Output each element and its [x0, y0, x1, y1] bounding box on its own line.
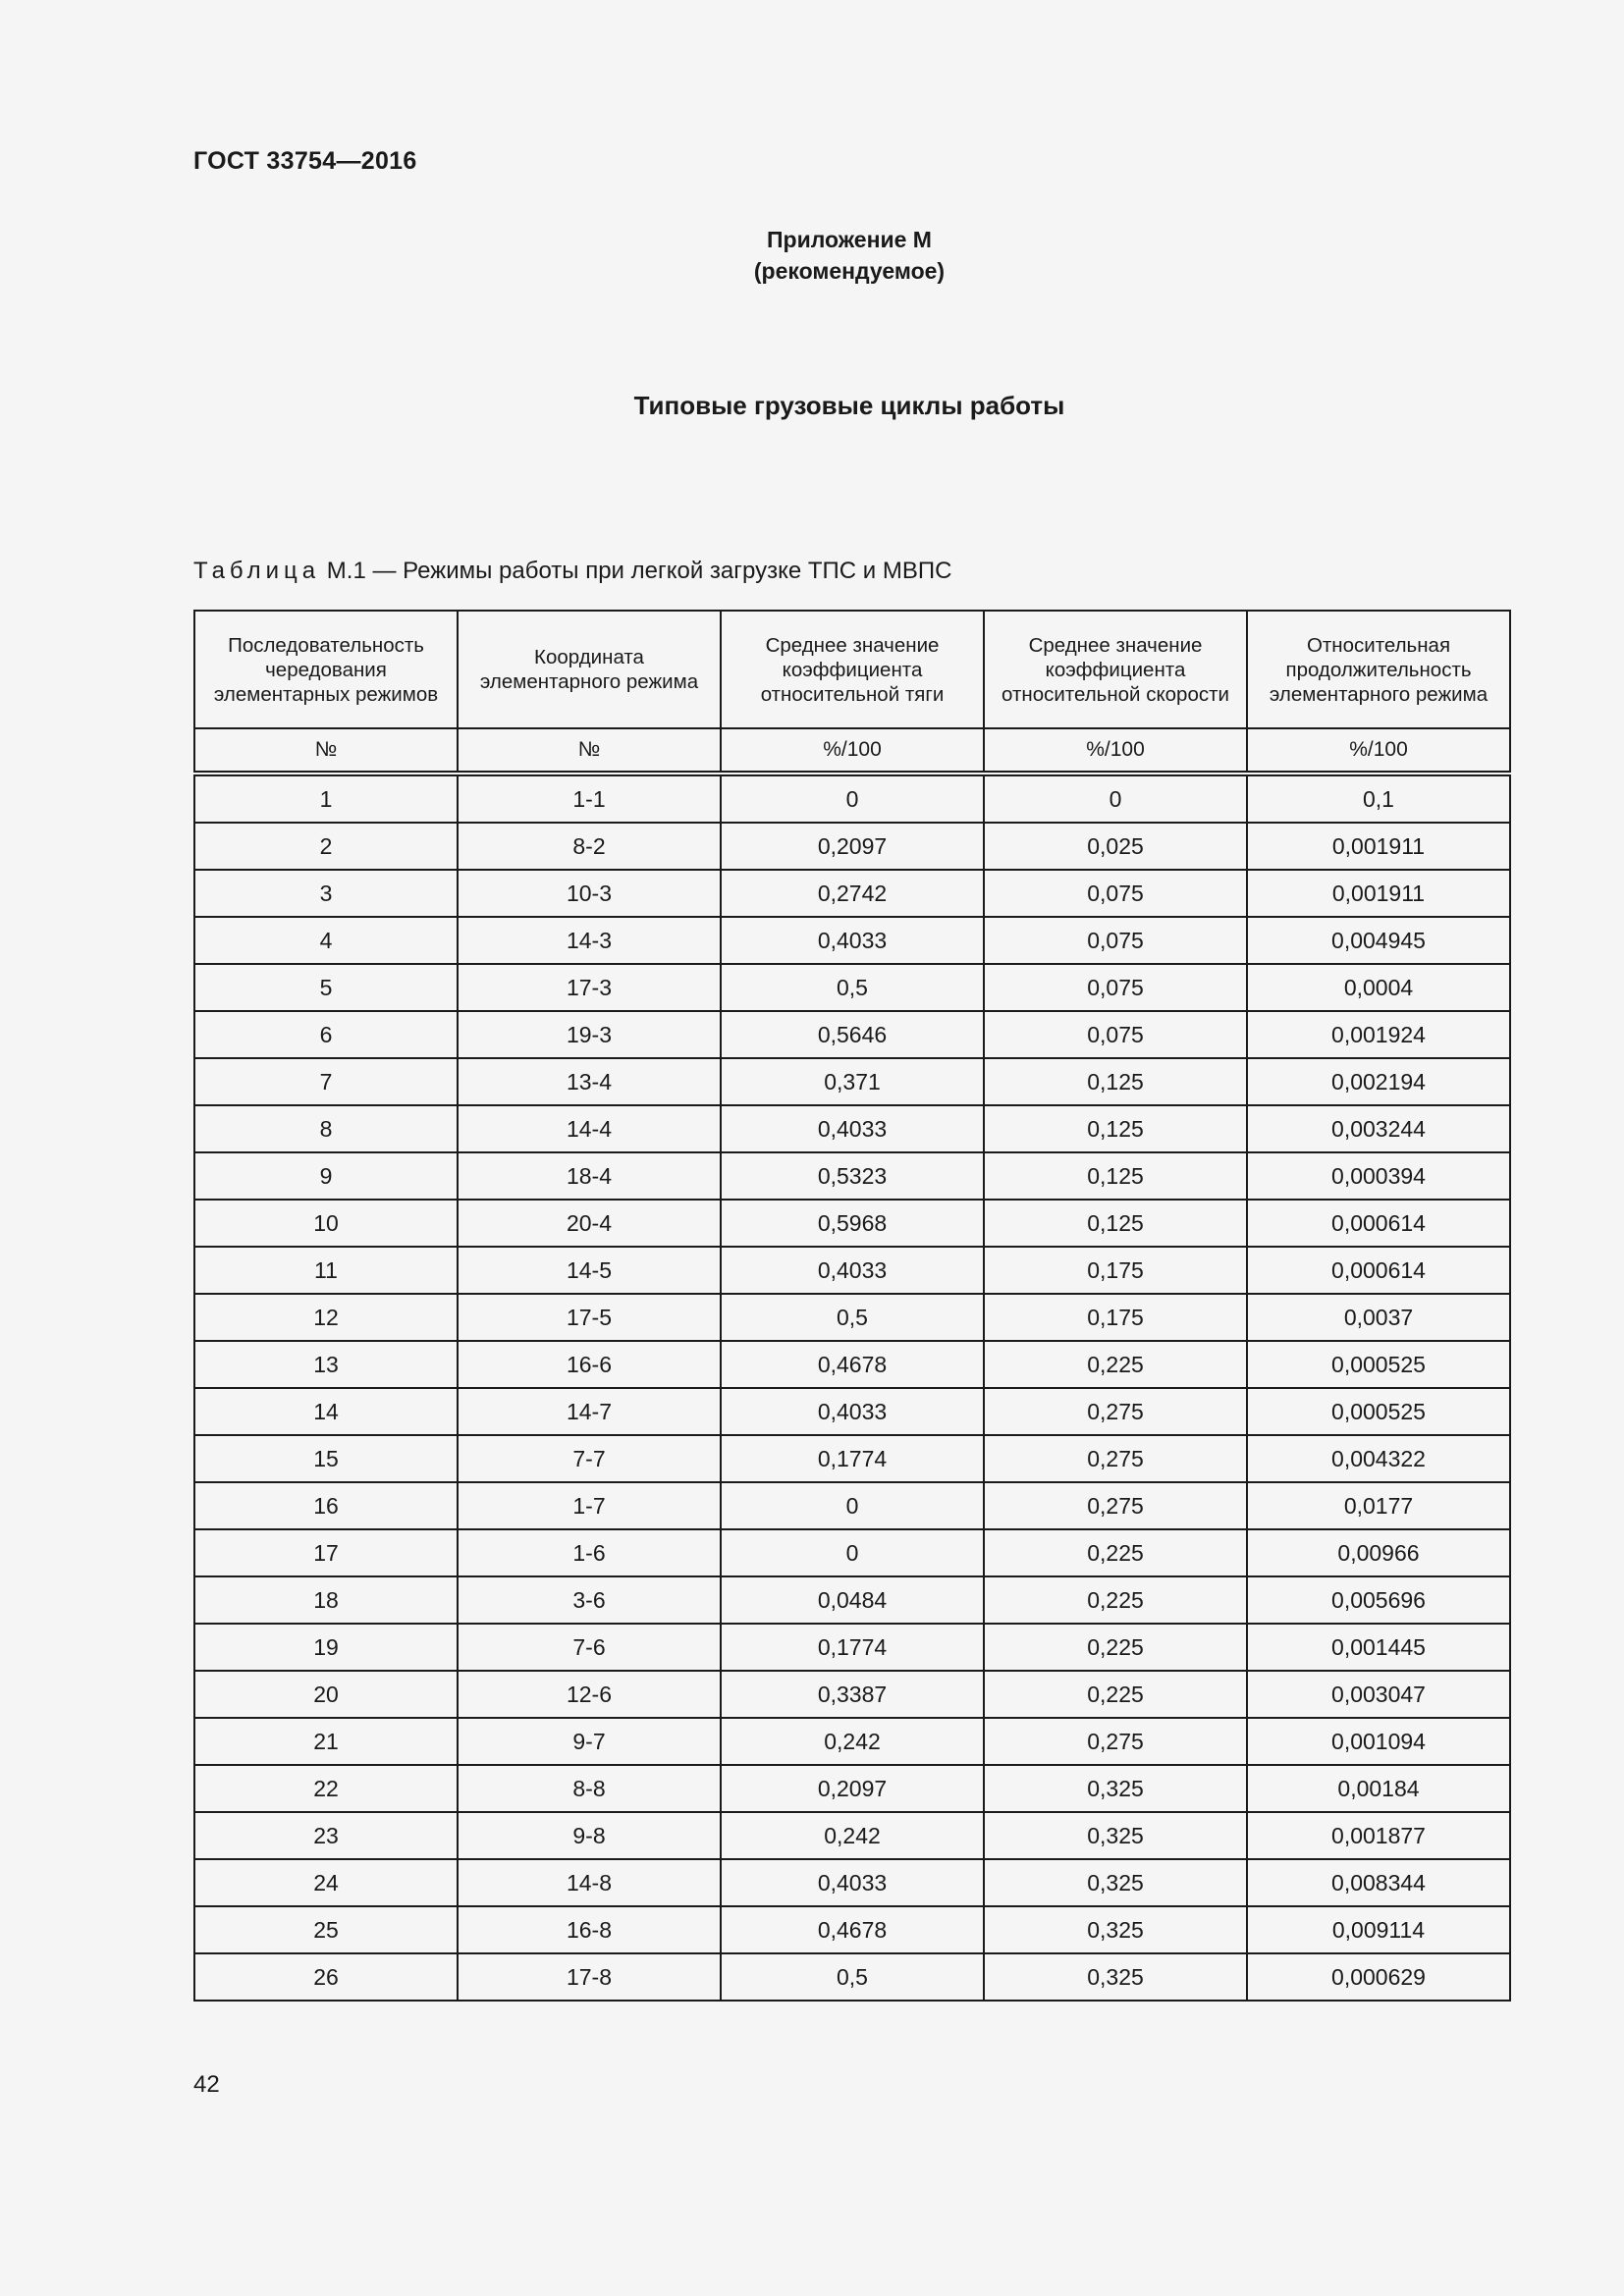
table-cell: 0,0484 [721, 1576, 984, 1624]
table-cell: 0,4033 [721, 917, 984, 964]
table-cell: 0,5 [721, 964, 984, 1011]
table-row [194, 1294, 1510, 1341]
table-row [194, 1576, 1510, 1624]
table-cell: 0,225 [984, 1624, 1247, 1671]
table-row [194, 1341, 1510, 1388]
table-row [194, 1482, 1510, 1529]
table-cell: 5 [194, 964, 458, 1011]
column-unit: № [194, 728, 458, 774]
table-cell: 0,325 [984, 1859, 1247, 1906]
table-cell: 0,001911 [1247, 823, 1510, 870]
table-cell: 0,075 [984, 1011, 1247, 1058]
table-cell: 13-4 [458, 1058, 721, 1105]
table-cell: 3-6 [458, 1576, 721, 1624]
table-row [194, 1859, 1510, 1906]
appendix-title: Приложение М [767, 227, 932, 252]
table-cell: 0,4033 [721, 1247, 984, 1294]
table-cell: 0,4678 [721, 1341, 984, 1388]
table-cell: 0,1 [1247, 774, 1510, 823]
column-header-traction: Среднее значение коэффициента относительной тяги [721, 611, 984, 728]
table-row [194, 1906, 1510, 1953]
column-header-duration: Относительная продолжительность элементарного режима [1247, 611, 1510, 728]
column-unit: %/100 [721, 728, 984, 774]
table-cell: 16 [194, 1482, 458, 1529]
table-cell: 14-8 [458, 1859, 721, 1906]
table-cell: 19-3 [458, 1011, 721, 1058]
table-cell: 0,003047 [1247, 1671, 1510, 1718]
table-row [194, 1011, 1510, 1058]
table-cell: 0,009114 [1247, 1906, 1510, 1953]
table-cell: 10 [194, 1200, 458, 1247]
table-cell: 0 [721, 774, 984, 823]
table-cell: 0,175 [984, 1294, 1247, 1341]
column-unit: %/100 [984, 728, 1247, 774]
table-cell: 2 [194, 823, 458, 870]
table-cell: 20-4 [458, 1200, 721, 1247]
table-row [194, 1718, 1510, 1765]
table-cell: 20 [194, 1671, 458, 1718]
table-row [194, 1435, 1510, 1482]
table-cell: 19 [194, 1624, 458, 1671]
table-row [194, 1105, 1510, 1152]
table-cell: 0,5 [721, 1953, 984, 2001]
table-cell: 0,2097 [721, 1765, 984, 1812]
table-cell: 0,1774 [721, 1435, 984, 1482]
table-row [194, 1247, 1510, 1294]
column-unit: № [458, 728, 721, 774]
table-cell: 7-6 [458, 1624, 721, 1671]
table-cell: 0,000525 [1247, 1341, 1510, 1388]
table-row [194, 964, 1510, 1011]
table-row [194, 1812, 1510, 1859]
table-row [194, 774, 1510, 823]
table-caption-label: Таблица [193, 558, 321, 584]
appendix-heading [0, 224, 1624, 287]
table-cell: 0,325 [984, 1765, 1247, 1812]
page-number: 42 [193, 2071, 220, 2098]
table-cell: 0,3387 [721, 1671, 984, 1718]
table-cell: 0,125 [984, 1058, 1247, 1105]
table-units-row [194, 728, 1510, 774]
table-cell: 3 [194, 870, 458, 917]
table-cell: 0,075 [984, 964, 1247, 1011]
table-cell: 1 [194, 774, 458, 823]
table-cell: 0,001445 [1247, 1624, 1510, 1671]
table-caption [193, 558, 951, 585]
table-cell: 0,225 [984, 1576, 1247, 1624]
table-cell: 25 [194, 1906, 458, 1953]
table-header-row [194, 611, 1510, 728]
table-cell: 0,003244 [1247, 1105, 1510, 1152]
table-cell: 9 [194, 1152, 458, 1200]
table-cell: 0,004945 [1247, 917, 1510, 964]
table-cell: 17-5 [458, 1294, 721, 1341]
table-cell: 0,125 [984, 1105, 1247, 1152]
table-cell: 17 [194, 1529, 458, 1576]
table-cell: 0,002194 [1247, 1058, 1510, 1105]
table-cell: 0,000394 [1247, 1152, 1510, 1200]
table-cell: 0,001924 [1247, 1011, 1510, 1058]
table-cell: 0,325 [984, 1812, 1247, 1859]
table-cell: 0,5646 [721, 1011, 984, 1058]
table-cell: 0,4033 [721, 1105, 984, 1152]
table-cell: 16-8 [458, 1906, 721, 1953]
column-header-coordinate: Координата элементарного режима [458, 611, 721, 728]
table-cell: 0,242 [721, 1718, 984, 1765]
table-cell: 0,4033 [721, 1859, 984, 1906]
table-cell: 7-7 [458, 1435, 721, 1482]
table-cell: 0,4678 [721, 1906, 984, 1953]
table-cell: 0,275 [984, 1718, 1247, 1765]
table-cell: 0,2097 [721, 823, 984, 870]
table-cell: 14-4 [458, 1105, 721, 1152]
table-cell: 0,0037 [1247, 1294, 1510, 1341]
table-cell: 14 [194, 1388, 458, 1435]
table-cell: 18 [194, 1576, 458, 1624]
table-cell: 14-3 [458, 917, 721, 964]
table-cell: 22 [194, 1765, 458, 1812]
section-title: Типовые грузовые циклы работы [633, 391, 1065, 420]
table-row [194, 1529, 1510, 1576]
table-cell: 0,125 [984, 1200, 1247, 1247]
table-cell: 0,5968 [721, 1200, 984, 1247]
table-cell: 9-8 [458, 1812, 721, 1859]
table-cell: 0,125 [984, 1152, 1247, 1200]
table-cell: 0,1774 [721, 1624, 984, 1671]
table-cell: 15 [194, 1435, 458, 1482]
table-cell: 0,0004 [1247, 964, 1510, 1011]
table-cell: 9-7 [458, 1718, 721, 1765]
table-caption-text: М.1 — Режимы работы при легкой загрузке ТПС и МВПС [326, 558, 952, 584]
table-cell: 11 [194, 1247, 458, 1294]
table-row [194, 1058, 1510, 1105]
table-cell: 13 [194, 1341, 458, 1388]
table-cell: 0 [721, 1482, 984, 1529]
table-cell: 0,325 [984, 1953, 1247, 2001]
table-cell: 1-1 [458, 774, 721, 823]
table-cell: 21 [194, 1718, 458, 1765]
table-cell: 17-8 [458, 1953, 721, 2001]
table-cell: 0,371 [721, 1058, 984, 1105]
table-cell: 0,275 [984, 1435, 1247, 1482]
table-row [194, 870, 1510, 917]
table-cell: 0,075 [984, 917, 1247, 964]
table-cell: 0,001094 [1247, 1718, 1510, 1765]
table-cell: 10-3 [458, 870, 721, 917]
table-cell: 8-8 [458, 1765, 721, 1812]
table-row [194, 1624, 1510, 1671]
appendix-note: (рекомендуемое) [753, 258, 946, 284]
table-cell: 1-7 [458, 1482, 721, 1529]
table-row [194, 1388, 1510, 1435]
table-cell: 0,275 [984, 1388, 1247, 1435]
table-cell: 0,4033 [721, 1388, 984, 1435]
column-header-speed: Среднее значение коэффициента относительной скорости [984, 611, 1247, 728]
table-cell: 6 [194, 1011, 458, 1058]
table-cell: 0,225 [984, 1529, 1247, 1576]
table-cell: 0,225 [984, 1341, 1247, 1388]
table-row [194, 917, 1510, 964]
table-cell: 17-3 [458, 964, 721, 1011]
table-cell: 0 [984, 774, 1247, 823]
table-cell: 0,0177 [1247, 1482, 1510, 1529]
table-cell: 24 [194, 1859, 458, 1906]
table-cell: 1-6 [458, 1529, 721, 1576]
table-cell: 0,000614 [1247, 1247, 1510, 1294]
table-cell: 7 [194, 1058, 458, 1105]
table-body [194, 774, 1510, 2001]
table-row [194, 823, 1510, 870]
table-cell: 0,000629 [1247, 1953, 1510, 2001]
table-row [194, 1152, 1510, 1200]
table-cell: 0,001911 [1247, 870, 1510, 917]
table-cell: 0,325 [984, 1906, 1247, 1953]
table-cell: 0,275 [984, 1482, 1247, 1529]
table-cell: 0,005696 [1247, 1576, 1510, 1624]
table-cell: 14-5 [458, 1247, 721, 1294]
table-row [194, 1953, 1510, 2001]
table-cell: 8-2 [458, 823, 721, 870]
table-cell: 0 [721, 1529, 984, 1576]
table-row [194, 1765, 1510, 1812]
table-cell: 0,00966 [1247, 1529, 1510, 1576]
table-cell: 4 [194, 917, 458, 964]
column-unit: %/100 [1247, 728, 1510, 774]
table-cell: 0,5323 [721, 1152, 984, 1200]
modes-table [193, 610, 1511, 2002]
table-cell: 18-4 [458, 1152, 721, 1200]
table-cell: 26 [194, 1953, 458, 2001]
table-row [194, 1671, 1510, 1718]
table-cell: 0,242 [721, 1812, 984, 1859]
table-cell: 0,00184 [1247, 1765, 1510, 1812]
document-id: ГОСТ 33754—2016 [193, 147, 417, 175]
table-row [194, 1200, 1510, 1247]
table-cell: 0,225 [984, 1671, 1247, 1718]
table-cell: 0,000525 [1247, 1388, 1510, 1435]
table-cell: 0,001877 [1247, 1812, 1510, 1859]
table-cell: 0,025 [984, 823, 1247, 870]
table-cell: 0,008344 [1247, 1859, 1510, 1906]
table-cell: 0,004322 [1247, 1435, 1510, 1482]
table-cell: 8 [194, 1105, 458, 1152]
table-cell: 16-6 [458, 1341, 721, 1388]
column-header-sequence: Последовательность чередования элементарных режимов [194, 611, 458, 728]
table-cell: 0,2742 [721, 870, 984, 917]
table-cell: 14-7 [458, 1388, 721, 1435]
table-cell: 12-6 [458, 1671, 721, 1718]
table-cell: 0,175 [984, 1247, 1247, 1294]
table-cell: 23 [194, 1812, 458, 1859]
table-cell: 0,5 [721, 1294, 984, 1341]
table-cell: 0,000614 [1247, 1200, 1510, 1247]
table-cell: 0,075 [984, 870, 1247, 917]
table-cell: 12 [194, 1294, 458, 1341]
